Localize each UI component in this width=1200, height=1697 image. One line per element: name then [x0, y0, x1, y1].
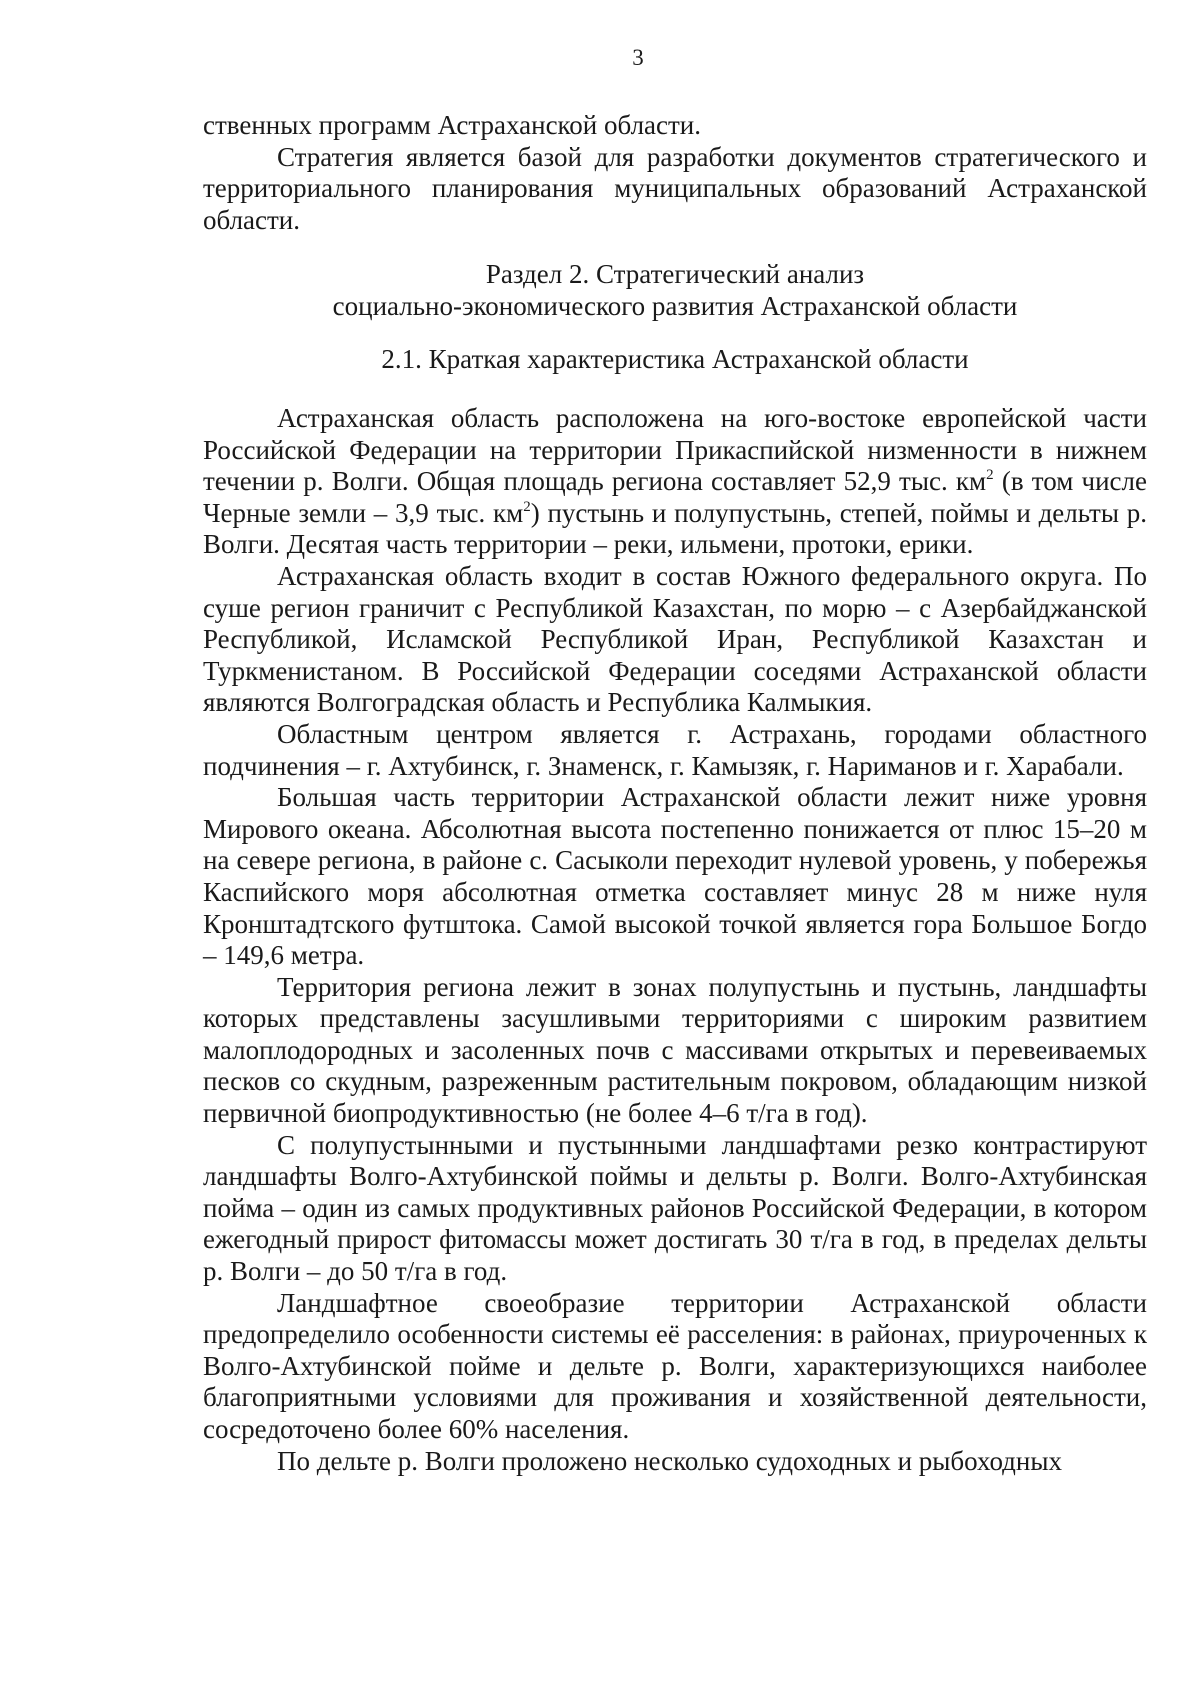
main-text	[203, 403, 1147, 1477]
superscript-2: 2	[523, 498, 531, 515]
paragraph-settlement: Ландшафтное своеобразие территории Астраханской области предопределило особенности системы её расселения: в районах, приуроченных к Волго-Ахтубинской пойме и дельте р. Волги, характеризующихся наиболее благоприятными условиями для проживания и хозяйственной деятельности, сосредоточено более 60% населения.	[203, 1287, 1147, 1444]
intro-continuation-line: ственных программ Астраханской области.	[203, 110, 702, 140]
paragraph-location-text-b: (в том числе Черные земли – 3,9 тыс. км	[203, 466, 1147, 528]
intro-paragraph: Стратегия является базой для разработки документов стратегического и территориального планирования муниципальных образований Астраханской области.	[203, 141, 1147, 235]
intro-block	[203, 110, 1147, 236]
paragraph-floodplain: С полупустынными и пустынными ландшафтами резко контрастируют ландшафты Волго-Ахтубинской поймы и дельты р. Волги. Волго-Ахтубинская пойма – один из самых продуктивных районов Российской Федерации, в котором ежегодный прирост фитомассы может достигать 30 т/га в год, в пределах дельты р. Волги – до 50 т/га в год.	[203, 1129, 1147, 1287]
section-title-line-1: Раздел 2. Стратегический анализ	[485, 259, 865, 289]
superscript-2: 2	[986, 467, 994, 484]
subsection-heading	[203, 343, 1147, 375]
page-number: 3	[632, 45, 644, 70]
paragraph-landscape: Территория региона лежит в зонах полупустынь и пустынь, ландшафты которых представлены засушливыми территориями с широким развитием малоплодородных и засоленных почв с массивами открытых и перевеиваемых песков со скудным, разреженным растительным покровом, обладающим низкой первичной биопродуктивностью (не более 4–6 т/га в год).	[203, 971, 1147, 1129]
paragraph-centers: Областным центром является г. Астрахань, городами областного подчинения – г. Ахтубинск, г. Знаменск, г. Камызяк, г. Нариманов и г. Харабали.	[203, 718, 1147, 781]
section-title-line-2: социально-экономического развития Астраханской области	[332, 291, 1018, 321]
paragraph-location-text-c: ) пустынь и полупустынь, степей, поймы и дельты р. Волги. Десятая часть территории – реки, ильмени, протоки, ерики.	[203, 497, 1147, 560]
paragraph-location-text-a: Астраханская область расположена на юго-востоке европейской части Российской Федерации на территории Прикаспийской низменности в нижнем течении р. Волги. Общая площадь региона составляет 52,9 тыс. км	[203, 403, 1147, 497]
paragraph-delta-channels: По дельте р. Волги проложено несколько судоходных и рыбоходных	[277, 1445, 1062, 1476]
subsection-title: 2.1. Краткая характеристика Астраханской области	[381, 344, 969, 374]
paragraph-borders: Астраханская область входит в состав Южного федерального округа. По суше регион граничит с Республикой Казахстан, по морю – с Азербайджанской Республикой, Исламской Республикой Иран, Республикой Казахстан и Туркменистаном. В Российской Федерации соседями Астраханской области являются Волгоградская область и Республика Калмыкия.	[203, 560, 1147, 718]
section-heading	[203, 258, 1147, 322]
paragraph-location	[203, 403, 1147, 561]
paragraph-relief: Большая часть территории Астраханской области лежит ниже уровня Мирового океана. Абсолютная высота постепенно понижается от плюс 15–20 м на севере региона, в районе с. Сасыколи переходит нулевой уровень, у побережья Каспийского моря абсолютная отметка составляет минус 28 м ниже нуля Кронштадтского футштока. Самой высокой точкой является гора Большое Богдо – 149,6 метра.	[203, 782, 1147, 971]
